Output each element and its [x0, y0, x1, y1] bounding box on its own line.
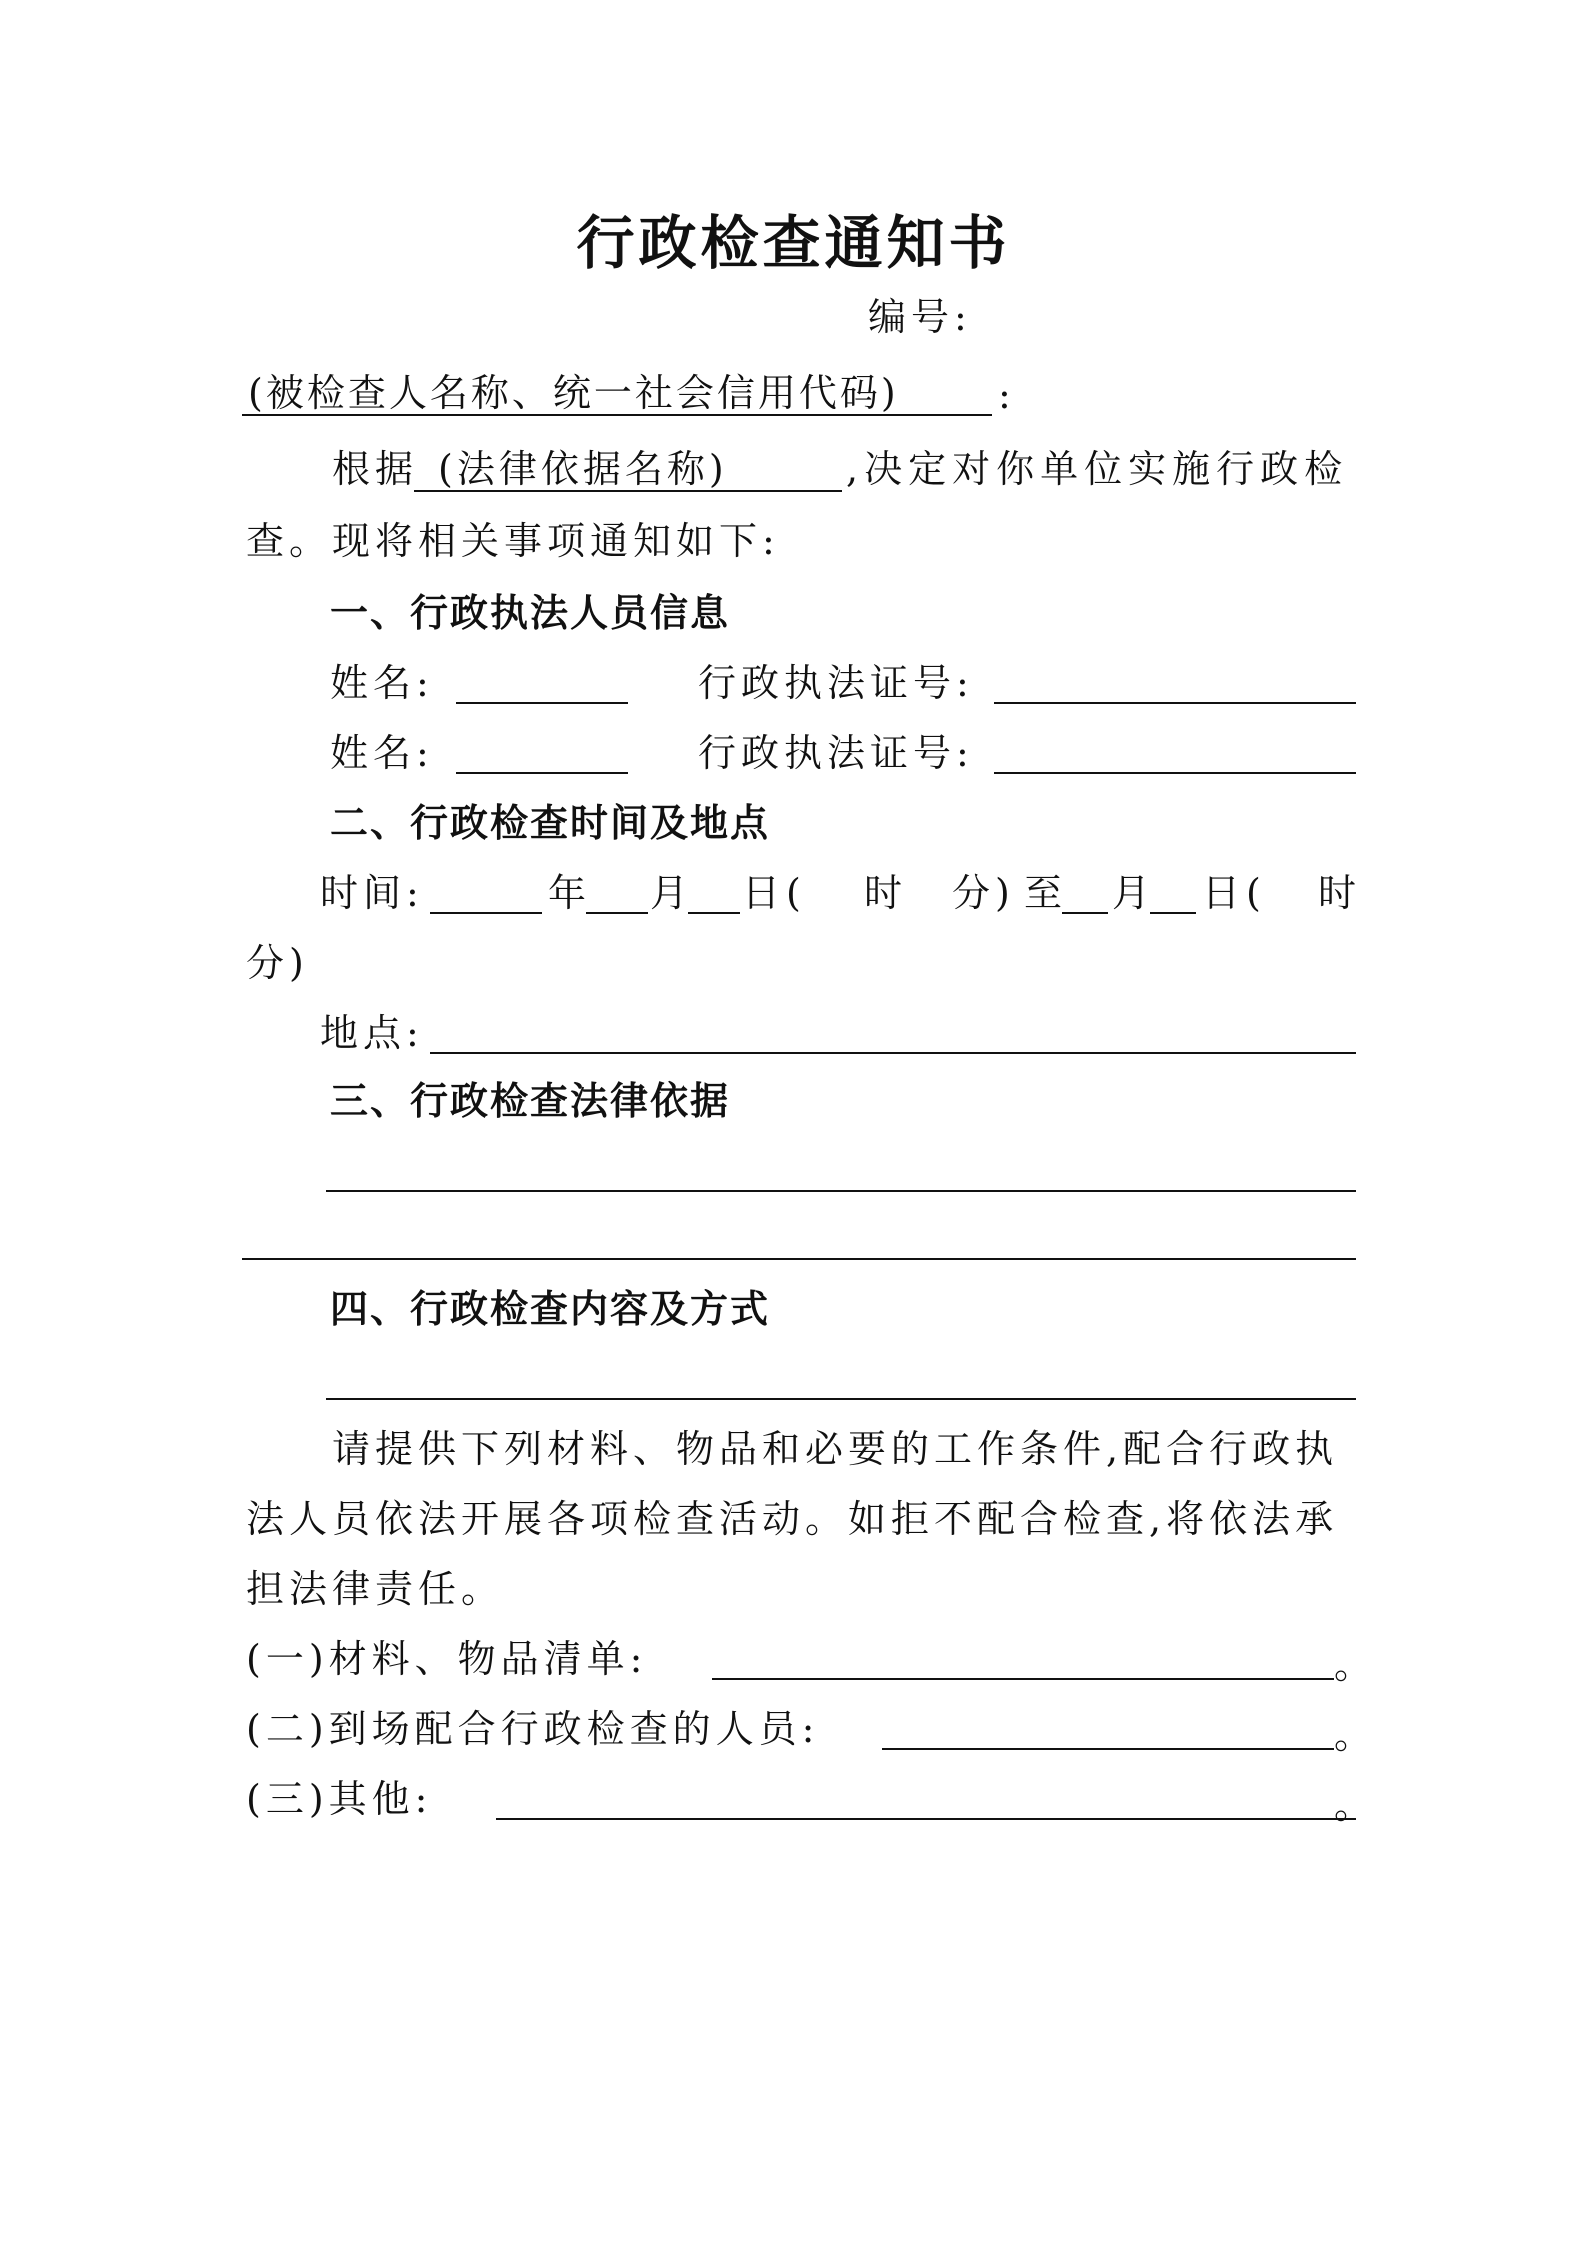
start-year-label: 年	[548, 871, 592, 915]
officer1-cert-field	[994, 702, 1356, 704]
officer2-name-field	[456, 772, 628, 774]
place-label: 地点:	[320, 1011, 424, 1055]
time-label: 时间:	[320, 871, 424, 915]
item1-field	[712, 1678, 1334, 1680]
legal-basis-line2	[242, 1258, 1356, 1260]
officer2-cert-field	[994, 772, 1356, 774]
request-para-line2: 法人员依法开展各项检查活动。如拒不配合检查,将依法承	[246, 1497, 1339, 1541]
officer1-name-label: 姓名:	[330, 661, 434, 705]
end-open-paren: (	[1246, 871, 1266, 915]
request-para-line3: 担法律责任。	[246, 1567, 505, 1611]
item3-label: (三)其他:	[246, 1777, 433, 1821]
item2-field	[882, 1748, 1334, 1750]
officer2-name-label: 姓名:	[330, 731, 434, 775]
legal-basis-line1	[326, 1190, 1356, 1192]
item2-period: 。	[1334, 1713, 1373, 1757]
content-method-line	[326, 1398, 1356, 1400]
addressee-underline	[242, 414, 992, 416]
start-open-paren: (	[786, 871, 806, 915]
section4-heading: 四、行政检查内容及方式	[330, 1287, 771, 1331]
request-para-line1: 请提供下列材料、物品和必要的工作条件,配合行政执	[332, 1427, 1339, 1471]
start-month-field	[586, 912, 648, 914]
officer2-cert-label: 行政执法证号:	[698, 731, 974, 775]
intro-suffix: ,决定对你单位实施行政检	[846, 447, 1349, 491]
intro-line2: 查。现将相关事项通知如下:	[246, 519, 780, 563]
start-month-label: 月	[650, 871, 694, 915]
intro-prefix: 根据	[332, 447, 419, 491]
start-day-field	[688, 912, 740, 914]
start-day-label: 日	[742, 871, 786, 915]
item1-label: (一)材料、物品清单:	[246, 1637, 648, 1681]
item3-period: 。	[1334, 1783, 1373, 1827]
addressee-placeholder: (被检查人名称、统一社会信用代码)	[248, 371, 899, 415]
item3-field	[496, 1818, 1356, 1820]
place-field	[430, 1052, 1356, 1054]
end-day-field	[1150, 912, 1196, 914]
section2-heading: 二、行政检查时间及地点	[330, 801, 771, 845]
document-title: 行政检查通知书	[576, 209, 1011, 277]
legal-basis-underline	[414, 490, 842, 492]
number-label: 编号:	[868, 295, 972, 339]
start-year-field	[430, 912, 542, 914]
end-day-label: 日	[1202, 871, 1246, 915]
end-month-label: 月	[1112, 871, 1156, 915]
end-month-field	[1062, 912, 1108, 914]
item2-label: (二)到场配合行政检查的人员:	[246, 1707, 820, 1751]
end-minute-label: 分)	[246, 941, 309, 985]
officer1-name-field	[456, 702, 628, 704]
start-hour-label: 时	[864, 871, 908, 915]
item1-period: 。	[1334, 1643, 1373, 1687]
section1-heading: 一、行政执法人员信息	[330, 591, 731, 635]
legal-basis-placeholder: (法律依据名称)	[438, 447, 728, 491]
start-minute-label: 分)	[952, 871, 1015, 915]
section3-heading: 三、行政检查法律依据	[330, 1079, 731, 1123]
officer1-cert-label: 行政执法证号:	[698, 661, 974, 705]
to-label: 至	[1024, 871, 1068, 915]
end-hour-label: 时	[1318, 871, 1362, 915]
addressee-colon: :	[998, 373, 1016, 417]
